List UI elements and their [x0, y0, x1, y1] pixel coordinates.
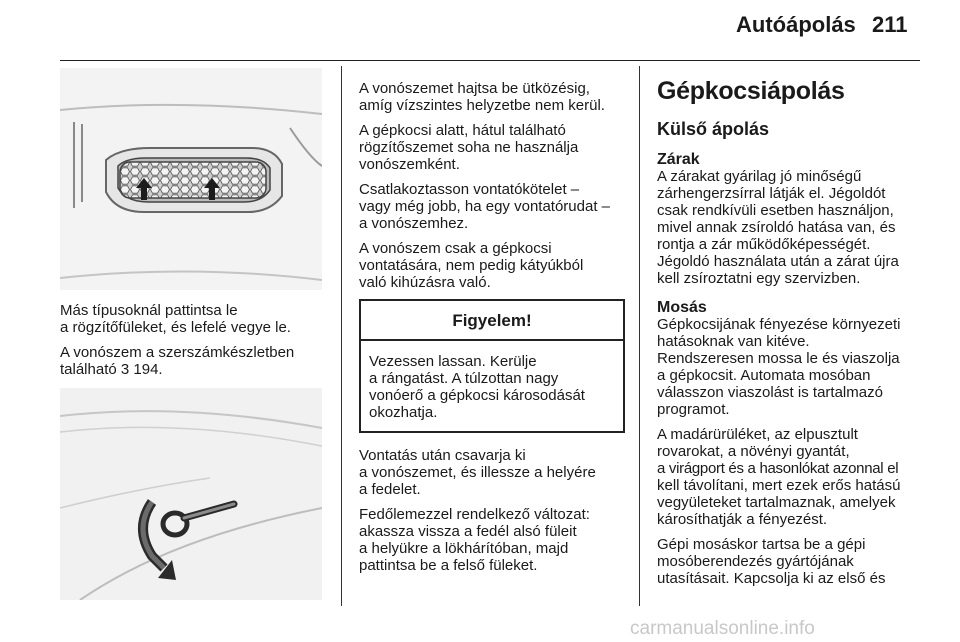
page-reference-arrow-icon[interactable]: 3 — [120, 361, 130, 378]
heading-washing: Mosás — [657, 299, 707, 316]
warning-title: Figyelem! — [361, 301, 623, 341]
heading-exterior-care: Külső ápolás — [657, 119, 770, 139]
column-divider-left — [341, 66, 342, 606]
bumper-cover-illustration — [60, 68, 322, 290]
page-number: 211 — [872, 12, 908, 37]
wash-paragraph-3: Gépi mosáskor tartsa be a gépi mosóberendezés gyártójának utasításait. Kapcsolja ki az első és — [657, 536, 886, 587]
wash-paragraph-1: Gépkocsijának fényezése környezeti hatásoknak van kitéve. Rendszeresen mossa le és viaszolja a gépkocsit. Automata mosóban válasszon viaszolást is tartalmazó programot. — [657, 316, 901, 418]
heading-locks: Zárak — [657, 151, 700, 168]
column-divider-right — [639, 66, 640, 606]
warning-body: Vezessen lassan. Kerülje a rángatást. A túlzottan nagy vonóerő a gépkocsi károsodását okozhatja. — [369, 353, 585, 421]
header-rule — [60, 60, 920, 61]
middle-column — [359, 80, 625, 582]
watermark: carmanualsonline.info — [630, 618, 815, 639]
middle-para-1: A vonószemet hajtsa be ütközésig, amíg vízszintes helyzetbe nem kerül. — [359, 80, 605, 114]
middle-para-3: Csatlakoztasson vontatókötelet – vagy még jobb, ha egy vontatórudat – a vonószemhez. — [359, 181, 611, 232]
left-para-2: A vonószem a szerszámkészletben található 3 194. — [60, 344, 295, 378]
towing-eye-illustration — [60, 388, 322, 600]
heading-car-care: Gépkocsiápolás — [657, 77, 845, 105]
bumper-cover-figure — [60, 68, 322, 290]
middle-para-5: Vontatás után csavarja ki a vonószemet, és illessze a helyére a fedelet. — [359, 447, 596, 498]
towing-eye-figure — [60, 388, 322, 600]
middle-para-2: A gépkocsi alatt, hátul található rögzítőszemet soha ne használja vonószemként. — [359, 122, 579, 173]
locks-paragraph: A zárakat gyárilag jó minőségű zárhengerzsírral látják el. Jégoldót csak rendkívüli esetben használjon, mivel annak zsíroldó hatása van, és rontja a zár működőképességét. Jégoldó használata után a zárat újra kell zsíroztatni egy szervizben. — [657, 168, 899, 287]
left-column — [60, 302, 330, 386]
middle-para-6: Fedőlemezzel rendelkező változat: akassza vissza a fedél alsó füleit a helyükre a lökhárítóban, majd pattintsa be a felső füleket. — [359, 506, 590, 574]
wash-paragraph-2: A madárürüléket, az elpusztult rovarokat, a növényi gyantát, a virágport és a hasonlókat azonnal el kell távolítani, mert ezek erős hatású vegyületeket tartalmaznak, amelyek károsíthatják a fényezést. — [657, 426, 901, 528]
right-column — [657, 77, 947, 595]
middle-para-4: A vonószem csak a gépkocsi vontatására, nem pedig kátyúkból való kihúzásra való. — [359, 240, 584, 291]
section-title: Autóápolás — [736, 12, 856, 37]
warning-box — [359, 299, 625, 433]
left-para-1: Más típusoknál pattintsa le a rögzítőfüleket, és lefelé vegye le. — [60, 302, 291, 336]
